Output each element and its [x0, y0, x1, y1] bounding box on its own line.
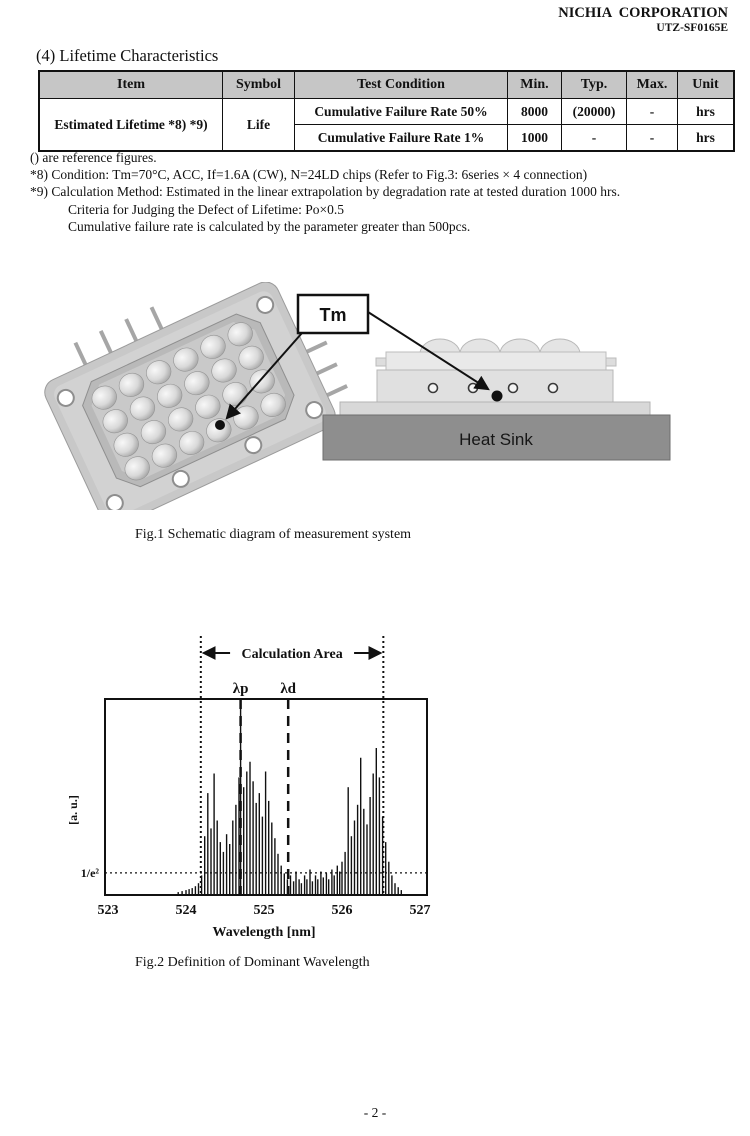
table-header-row	[39, 71, 734, 99]
x-axis-label: Wavelength [nm]	[212, 925, 316, 940]
fig2-caption: Fig.2 Definition of Dominant Wavelength	[135, 955, 370, 970]
x-tick-label: 525	[253, 903, 275, 918]
cell-max: -	[627, 99, 678, 125]
fig1-measurement-diagram	[30, 282, 720, 510]
section-title: (4) Lifetime Characteristics	[36, 46, 219, 65]
cell-min: 8000	[508, 99, 562, 125]
cell-symbol: Life	[223, 99, 295, 152]
tm-label: Tm	[319, 305, 347, 325]
cell-condition: Cumulative Failure Rate 1%	[295, 125, 508, 152]
company-name: NICHIA CORPORATION	[558, 5, 728, 21]
note-9-criteria: Criteria for Judging the Defect of Lifetime: Po×0.5	[68, 201, 345, 217]
col-header-min: Min.	[508, 71, 562, 99]
col-header-item: Item	[39, 71, 223, 99]
col-header-typ: Typ.	[562, 71, 627, 99]
lifetime-table	[38, 70, 735, 152]
tm-measure-point-module	[215, 420, 225, 430]
lambda-p-label: λp	[232, 681, 249, 697]
note-9: *9) Calculation Method: Estimated in the linear extrapolation by degradation rate at tested duration 1000 hrs.	[30, 184, 621, 200]
heatsink-label: Heat Sink	[459, 430, 533, 449]
spectrum-peaks	[178, 705, 401, 895]
fig1-caption: Fig.1 Schematic diagram of measurement system	[135, 527, 412, 542]
col-header-symbol: Symbol	[223, 71, 295, 99]
cell-unit: hrs	[678, 99, 735, 125]
note-8: *8) Condition: Tm=70°C, ACC, If=1.6A (CW), N=24LD chips (Refer to Fig.3: 6series × 4 connection)	[30, 167, 588, 183]
cell-max: -	[627, 125, 678, 152]
note-reference: () are reference figures.	[30, 150, 157, 165]
col-header-max: Max.	[627, 71, 678, 99]
x-tick-label: 526	[331, 903, 353, 918]
threshold-label: 1/e²	[80, 865, 99, 880]
x-tick-label: 527	[409, 903, 431, 918]
cell-condition: Cumulative Failure Rate 50%	[295, 99, 508, 125]
tm-measure-point-sideview	[492, 391, 503, 402]
table-row	[39, 99, 734, 125]
page-number: - 2 -	[363, 1105, 387, 1120]
cell-typ: -	[562, 125, 627, 152]
note-9-cumulative: Cumulative failure rate is calculated by the parameter greater than 500pcs.	[68, 218, 471, 234]
lambda-d-label: λd	[280, 681, 297, 697]
document-number: UTZ-SF0165E	[656, 21, 728, 34]
footnotes	[30, 149, 730, 235]
fig2-spectrum-chart	[60, 630, 470, 945]
x-tick-label: 524	[175, 903, 197, 918]
cell-typ: (20000)	[562, 99, 627, 125]
col-header-unit: Unit	[678, 71, 735, 99]
y-axis-label: [a. u.]	[66, 795, 80, 825]
cell-item: Estimated Lifetime *8) *9)	[39, 99, 223, 152]
module-side-view	[323, 339, 670, 460]
col-header-condition: Test Condition	[295, 71, 508, 99]
page-header	[558, 5, 728, 35]
cell-min: 1000	[508, 125, 562, 152]
calc-area-label: Calculation Area	[241, 647, 343, 662]
x-tick-label: 523	[97, 903, 119, 918]
cell-unit: hrs	[678, 125, 735, 152]
